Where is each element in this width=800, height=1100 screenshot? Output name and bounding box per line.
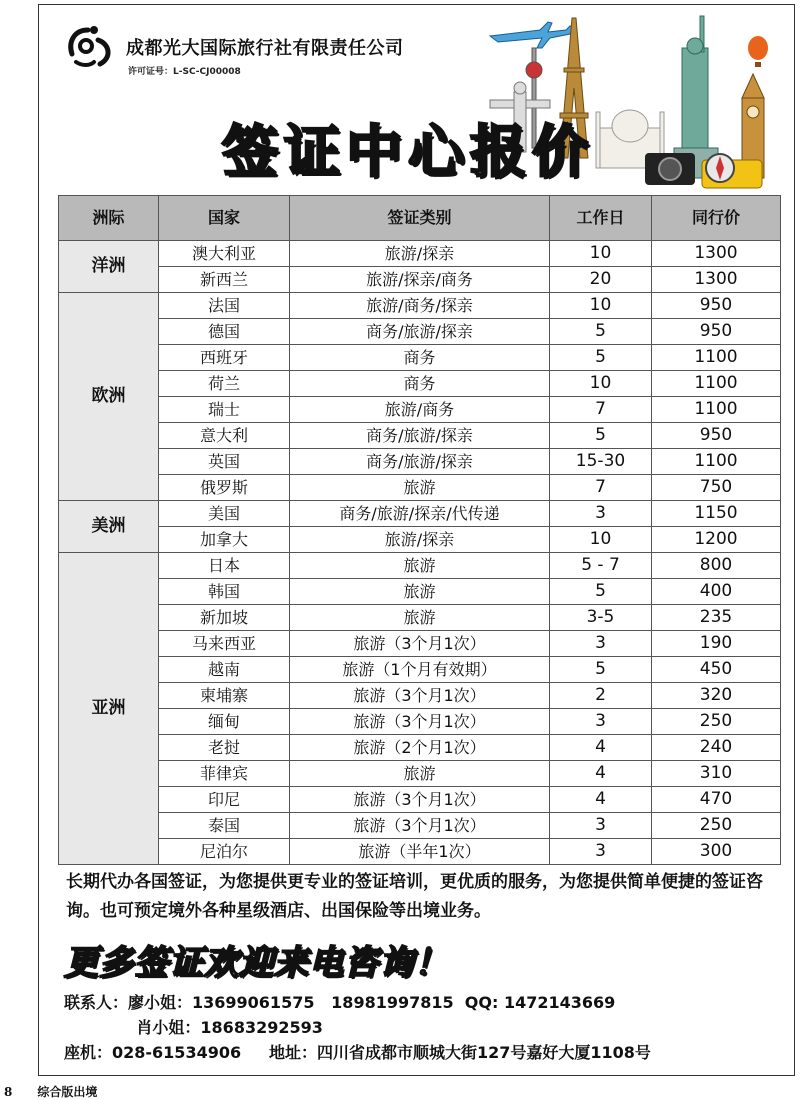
visa-type-cell: 旅游（3个月1次） bbox=[290, 631, 550, 657]
country-cell: 俄罗斯 bbox=[159, 475, 290, 501]
table-row bbox=[59, 839, 781, 865]
working-days-cell: 10 bbox=[550, 293, 652, 319]
table-row bbox=[59, 683, 781, 709]
price-cell: 800 bbox=[652, 553, 781, 579]
header-country: 国家 bbox=[159, 196, 290, 241]
continent-cell: 美洲 bbox=[59, 501, 159, 553]
visa-type-cell: 商务/旅游/探亲 bbox=[290, 319, 550, 345]
table-row bbox=[59, 267, 781, 293]
country-cell: 菲律宾 bbox=[159, 761, 290, 787]
company-logo-icon bbox=[64, 22, 116, 70]
country-cell: 越南 bbox=[159, 657, 290, 683]
visa-type-cell: 商务/旅游/探亲/代传递 bbox=[290, 501, 550, 527]
working-days-cell: 5 bbox=[550, 657, 652, 683]
continent-cell: 亚洲 bbox=[59, 553, 159, 865]
table-row bbox=[59, 527, 781, 553]
header-continent: 洲际 bbox=[59, 196, 159, 241]
header-working-days: 工作日 bbox=[550, 196, 652, 241]
working-days-cell: 3 bbox=[550, 501, 652, 527]
working-days-cell: 3 bbox=[550, 839, 652, 865]
visa-type-cell: 旅游 bbox=[290, 605, 550, 631]
country-cell: 法国 bbox=[159, 293, 290, 319]
country-cell: 新加坡 bbox=[159, 605, 290, 631]
working-days-cell: 7 bbox=[550, 475, 652, 501]
visa-type-cell: 商务 bbox=[290, 371, 550, 397]
country-cell: 加拿大 bbox=[159, 527, 290, 553]
company-name: 成都光大国际旅行社有限责任公司 bbox=[126, 38, 404, 59]
working-days-cell: 5 bbox=[550, 319, 652, 345]
table-row bbox=[59, 579, 781, 605]
contact-line-1: 联系人：廖小姐：13699061575 18981997815 QQ: 1472143669 bbox=[64, 993, 616, 1012]
visa-type-cell: 商务/旅游/探亲 bbox=[290, 423, 550, 449]
visa-type-cell: 旅游（半年1次） bbox=[290, 839, 550, 865]
table-row bbox=[59, 631, 781, 657]
price-cell: 310 bbox=[652, 761, 781, 787]
header-price: 同行价 bbox=[652, 196, 781, 241]
contact-line-2: 肖小姐：18683292593 bbox=[64, 1018, 323, 1037]
working-days-cell: 3 bbox=[550, 813, 652, 839]
working-days-cell: 20 bbox=[550, 267, 652, 293]
visa-price-table bbox=[58, 195, 781, 865]
table-row bbox=[59, 709, 781, 735]
price-cell: 240 bbox=[652, 735, 781, 761]
continent-cell: 欧洲 bbox=[59, 293, 159, 501]
country-cell: 柬埔寨 bbox=[159, 683, 290, 709]
airplane-icon bbox=[490, 22, 573, 48]
country-cell: 日本 bbox=[159, 553, 290, 579]
table-row bbox=[59, 605, 781, 631]
table-header-row bbox=[59, 196, 781, 241]
price-cell: 1100 bbox=[652, 449, 781, 475]
continent-cell: 洋洲 bbox=[59, 241, 159, 293]
working-days-cell: 3-5 bbox=[550, 605, 652, 631]
country-cell: 印尼 bbox=[159, 787, 290, 813]
price-cell: 190 bbox=[652, 631, 781, 657]
table-row bbox=[59, 735, 781, 761]
table-row bbox=[59, 553, 781, 579]
country-cell: 荷兰 bbox=[159, 371, 290, 397]
visa-type-cell: 商务 bbox=[290, 345, 550, 371]
country-cell: 西班牙 bbox=[159, 345, 290, 371]
price-cell: 1100 bbox=[652, 345, 781, 371]
visa-type-cell: 旅游 bbox=[290, 579, 550, 605]
table-row bbox=[59, 475, 781, 501]
price-cell: 1100 bbox=[652, 397, 781, 423]
price-cell: 300 bbox=[652, 839, 781, 865]
table-row bbox=[59, 449, 781, 475]
price-cell: 450 bbox=[652, 657, 781, 683]
working-days-cell: 3 bbox=[550, 631, 652, 657]
compass-icon bbox=[706, 154, 734, 182]
working-days-cell: 5 bbox=[550, 579, 652, 605]
country-cell: 瑞士 bbox=[159, 397, 290, 423]
country-cell: 英国 bbox=[159, 449, 290, 475]
table-row bbox=[59, 501, 781, 527]
visa-type-cell: 旅游 bbox=[290, 475, 550, 501]
country-cell: 澳大利亚 bbox=[159, 241, 290, 267]
table-body bbox=[59, 241, 781, 865]
page-title: 签证中心报价 bbox=[222, 120, 594, 185]
visa-type-cell: 旅游/探亲 bbox=[290, 527, 550, 553]
country-cell: 老挝 bbox=[159, 735, 290, 761]
visa-type-cell: 旅游/商务 bbox=[290, 397, 550, 423]
working-days-cell: 4 bbox=[550, 761, 652, 787]
contact-line-3: 座机：028-61534906 地址：四川省成都市顺城大街127号嘉好大厦1108号 bbox=[64, 1043, 651, 1062]
country-cell: 新西兰 bbox=[159, 267, 290, 293]
country-cell: 韩国 bbox=[159, 579, 290, 605]
page-footer: 8 综合版出境 bbox=[4, 1085, 98, 1099]
price-cell: 1300 bbox=[652, 267, 781, 293]
table-row bbox=[59, 423, 781, 449]
price-cell: 750 bbox=[652, 475, 781, 501]
country-cell: 德国 bbox=[159, 319, 290, 345]
working-days-cell: 4 bbox=[550, 787, 652, 813]
working-days-cell: 3 bbox=[550, 709, 652, 735]
price-cell: 1100 bbox=[652, 371, 781, 397]
working-days-cell: 2 bbox=[550, 683, 652, 709]
table-row bbox=[59, 241, 781, 267]
visa-type-cell: 旅游/探亲/商务 bbox=[290, 267, 550, 293]
table-row bbox=[59, 345, 781, 371]
working-days-cell: 10 bbox=[550, 371, 652, 397]
visa-type-cell: 旅游（3个月1次） bbox=[290, 683, 550, 709]
price-cell: 950 bbox=[652, 293, 781, 319]
visa-type-cell: 旅游（3个月1次） bbox=[290, 709, 550, 735]
visa-type-cell: 旅游 bbox=[290, 553, 550, 579]
country-cell: 马来西亚 bbox=[159, 631, 290, 657]
working-days-cell: 5 bbox=[550, 423, 652, 449]
table-row bbox=[59, 657, 781, 683]
table-row bbox=[59, 761, 781, 787]
visa-type-cell: 旅游/探亲 bbox=[290, 241, 550, 267]
price-cell: 320 bbox=[652, 683, 781, 709]
license-number: 许可证号：L-SC-CJ00008 bbox=[128, 67, 241, 77]
country-cell: 美国 bbox=[159, 501, 290, 527]
working-days-cell: 10 bbox=[550, 241, 652, 267]
working-days-cell: 5 - 7 bbox=[550, 553, 652, 579]
price-cell: 950 bbox=[652, 423, 781, 449]
visa-type-cell: 旅游（1个月有效期） bbox=[290, 657, 550, 683]
price-cell: 250 bbox=[652, 709, 781, 735]
working-days-cell: 4 bbox=[550, 735, 652, 761]
service-description: 长期代办各国签证，为您提供更专业的签证培训，更优质的服务，为您提供简单便捷的签证咨询。也可预定境外各种星级酒店、出国保险等出境业务。 bbox=[66, 872, 763, 921]
table-row bbox=[59, 293, 781, 319]
header-visa-type: 签证类别 bbox=[290, 196, 550, 241]
price-cell: 235 bbox=[652, 605, 781, 631]
visa-type-cell: 商务/旅游/探亲 bbox=[290, 449, 550, 475]
working-days-cell: 10 bbox=[550, 527, 652, 553]
table-row bbox=[59, 397, 781, 423]
price-cell: 250 bbox=[652, 813, 781, 839]
table-row bbox=[59, 813, 781, 839]
price-cell: 950 bbox=[652, 319, 781, 345]
visa-type-cell: 旅游（3个月1次） bbox=[290, 813, 550, 839]
price-cell: 1150 bbox=[652, 501, 781, 527]
price-cell: 470 bbox=[652, 787, 781, 813]
visa-type-cell: 旅游 bbox=[290, 761, 550, 787]
country-cell: 尼泊尔 bbox=[159, 839, 290, 865]
country-cell: 泰国 bbox=[159, 813, 290, 839]
working-days-cell: 7 bbox=[550, 397, 652, 423]
visa-type-cell: 旅游（2个月1次） bbox=[290, 735, 550, 761]
table-row bbox=[59, 319, 781, 345]
camera-icon bbox=[645, 153, 695, 185]
price-cell: 400 bbox=[652, 579, 781, 605]
visa-type-cell: 旅游（3个月1次） bbox=[290, 787, 550, 813]
working-days-cell: 15-30 bbox=[550, 449, 652, 475]
price-cell: 1300 bbox=[652, 241, 781, 267]
visa-type-cell: 旅游/商务/探亲 bbox=[290, 293, 550, 319]
working-days-cell: 5 bbox=[550, 345, 652, 371]
consult-banner: 更多签证欢迎来电咨询！ bbox=[64, 943, 449, 983]
country-cell: 意大利 bbox=[159, 423, 290, 449]
hot-air-balloon-icon bbox=[748, 36, 768, 67]
country-cell: 缅甸 bbox=[159, 709, 290, 735]
price-cell: 1200 bbox=[652, 527, 781, 553]
table-row bbox=[59, 371, 781, 397]
table-row bbox=[59, 787, 781, 813]
